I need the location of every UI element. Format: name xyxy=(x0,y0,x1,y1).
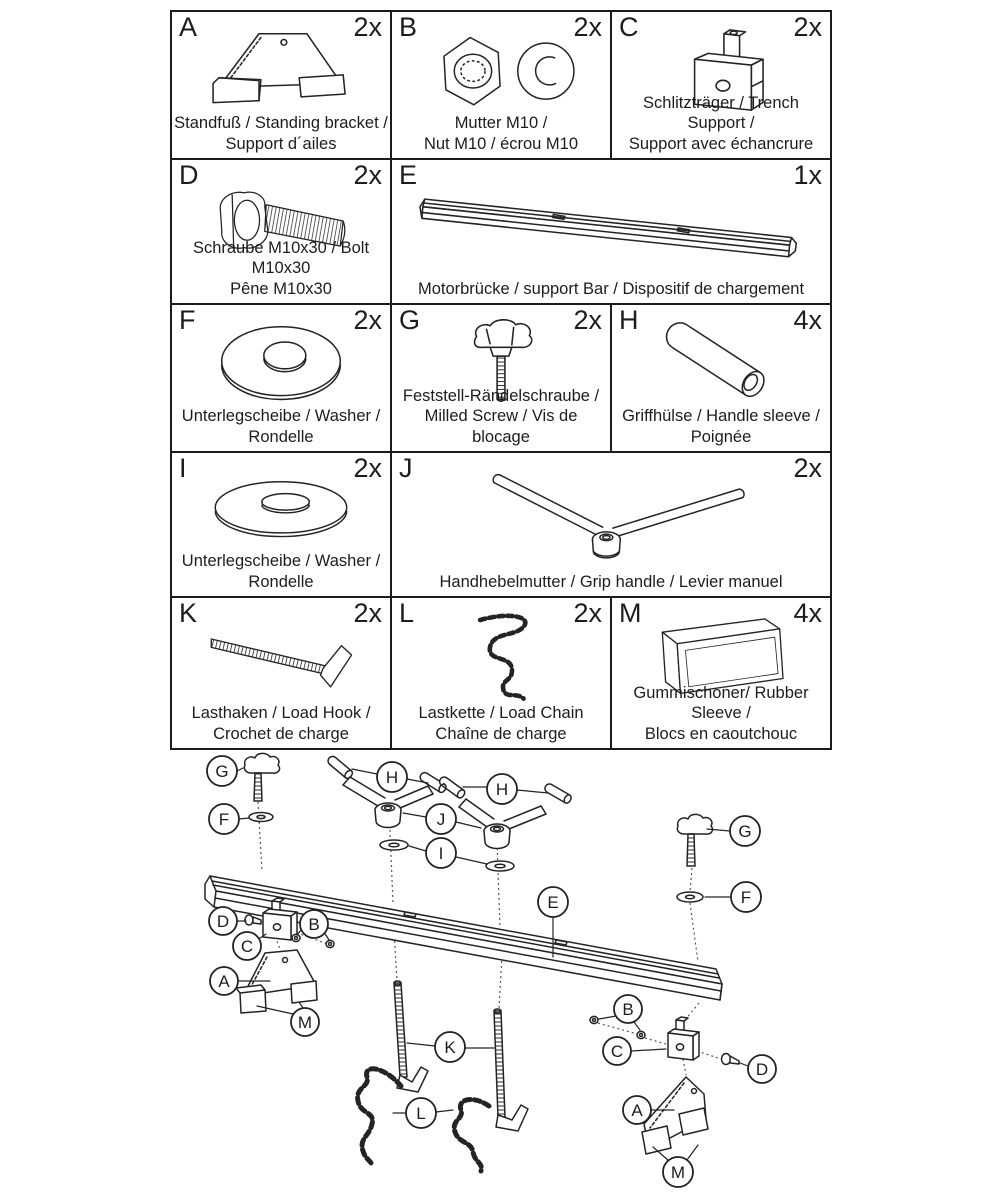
part-cell-j xyxy=(390,451,832,598)
part-letter: I xyxy=(179,453,187,483)
svg-text:G: G xyxy=(738,822,752,841)
part-quantity: 4x xyxy=(793,598,822,628)
bolt-right xyxy=(722,1054,740,1065)
part-caption: Handhebelmutter / Grip handle / Levier manuel xyxy=(439,572,783,591)
part-letter: E xyxy=(399,160,418,190)
part-quantity: 2x xyxy=(793,453,822,483)
part-caption: Unterlegscheibe / Washer / Rondelle xyxy=(181,407,381,446)
svg-text:F: F xyxy=(740,888,752,907)
load-hook-1 xyxy=(394,981,428,1092)
nut-right-1 xyxy=(590,1016,598,1023)
callout-g-right xyxy=(730,816,760,846)
part-caption: Unterlegscheibe / Washer / Rondelle xyxy=(181,552,381,591)
part-letter: A xyxy=(179,12,198,42)
part-caption: Feststell-Rändelschraube / Milled Screw / Vis de blocage xyxy=(402,386,600,446)
flat-washer-1 xyxy=(380,840,408,850)
assembly-diagram xyxy=(0,745,1000,1200)
svg-text:D: D xyxy=(216,912,230,931)
part-quantity: 4x xyxy=(793,305,822,335)
bolt-left xyxy=(245,915,261,925)
svg-text:E: E xyxy=(547,893,559,912)
part-caption: Mutter M10 / Nut M10 / écrou M10 xyxy=(423,114,579,153)
callout-f-left xyxy=(209,804,239,834)
svg-text:H: H xyxy=(495,780,509,799)
part-quantity: 2x xyxy=(353,160,382,190)
support-bar-drawing xyxy=(401,178,821,274)
flat-washer-drawing xyxy=(196,469,366,553)
callout-m-left xyxy=(291,1008,319,1036)
load-hook-drawing xyxy=(191,618,371,702)
svg-text:B: B xyxy=(308,915,320,934)
trench-support-right xyxy=(668,1017,699,1060)
callout-c-left xyxy=(233,932,261,960)
callout-h-2 xyxy=(487,774,517,804)
part-cell-i xyxy=(170,451,392,598)
part-quantity: 2x xyxy=(573,12,602,42)
callout-j xyxy=(426,804,456,834)
part-quantity: 1x xyxy=(793,160,822,190)
load-chain-1 xyxy=(358,1069,401,1166)
nut-left-1 xyxy=(292,934,300,941)
part-letter: J xyxy=(399,453,413,483)
part-cell-f xyxy=(170,303,392,453)
callout-d-right xyxy=(748,1055,776,1083)
part-quantity: 2x xyxy=(353,12,382,42)
callout-d-left xyxy=(209,907,237,935)
washer-left xyxy=(249,813,273,822)
callout-c-right xyxy=(603,1037,631,1065)
svg-text:C: C xyxy=(610,1042,624,1061)
part-caption: Motorbrücke / support Bar / Dispositif de chargement xyxy=(417,279,805,298)
grip-handle-2 xyxy=(459,799,546,849)
part-letter: C xyxy=(619,12,639,42)
part-caption: Schlitzträger / Trench Support / Support avec échancrure xyxy=(628,93,814,153)
nut-left-2 xyxy=(326,940,334,947)
part-caption: Gummischoner/ Rubber Sleeve / Blocs en caoutchouc xyxy=(633,683,809,743)
part-quantity: 2x xyxy=(573,305,602,335)
part-quantity: 2x xyxy=(353,305,382,335)
part-cell-b xyxy=(390,10,612,160)
part-caption: Griffhülse / Handle sleeve / Poignée xyxy=(622,407,820,446)
part-letter: K xyxy=(179,598,198,628)
part-quantity: 2x xyxy=(353,453,382,483)
svg-text:L: L xyxy=(416,1104,426,1123)
callout-a-left xyxy=(210,967,238,995)
svg-text:M: M xyxy=(297,1013,313,1032)
flat-washer-2 xyxy=(486,861,514,871)
part-caption: Lastkette / Load Chain Chaîne de charge xyxy=(418,704,584,743)
svg-text:B: B xyxy=(622,1000,634,1019)
part-caption: Standfuß / Standing bracket / Support d´ailes xyxy=(174,114,388,153)
callout-g-left xyxy=(207,756,237,786)
part-cell-d xyxy=(170,158,392,305)
callout-b-left xyxy=(300,910,328,938)
part-letter: G xyxy=(399,305,421,335)
callout-e xyxy=(538,887,568,917)
part-letter: H xyxy=(619,305,639,335)
callout-b-right xyxy=(614,995,642,1023)
milled-screw-right xyxy=(677,814,712,866)
svg-text:K: K xyxy=(444,1038,456,1057)
part-quantity: 2x xyxy=(353,598,382,628)
callout-a-right xyxy=(623,1096,651,1124)
part-quantity: 2x xyxy=(573,598,602,628)
svg-text:G: G xyxy=(215,762,229,781)
part-caption: Schraube M10x30 / Bolt M10x30 Pêne M10x30 xyxy=(192,238,370,298)
load-chain-drawing xyxy=(426,610,576,702)
milled-screw-left xyxy=(244,753,279,801)
standing-bracket-drawing xyxy=(196,28,366,116)
part-letter: D xyxy=(179,160,199,190)
callout-m-right xyxy=(663,1157,693,1187)
svg-text:F: F xyxy=(218,810,230,829)
load-chain-2 xyxy=(454,1099,489,1171)
callout-l xyxy=(406,1098,436,1128)
part-caption: Lasthaken / Load Hook / Crochet de charge xyxy=(191,704,371,743)
svg-text:M: M xyxy=(670,1163,686,1182)
svg-text:A: A xyxy=(218,972,230,991)
part-cell-a xyxy=(170,10,392,160)
handle-sleeve-drawing xyxy=(636,321,806,409)
washer-drawing xyxy=(196,321,366,409)
handle-sleeve-1 xyxy=(326,755,354,780)
svg-text:J: J xyxy=(436,810,446,829)
nut-right-2 xyxy=(637,1031,645,1038)
callout-k xyxy=(435,1032,465,1062)
part-cell-k xyxy=(170,596,392,750)
part-cell-l xyxy=(390,596,612,750)
part-letter: L xyxy=(399,598,415,628)
callout-f-right xyxy=(731,882,761,912)
load-hook-2 xyxy=(494,1009,528,1131)
part-cell-h xyxy=(610,303,832,453)
part-letter: B xyxy=(399,12,418,42)
svg-text:A: A xyxy=(631,1101,643,1120)
parts-table xyxy=(170,10,832,750)
part-quantity: 2x xyxy=(793,12,822,42)
callout-h-1 xyxy=(377,762,407,792)
part-cell-m xyxy=(610,596,832,750)
part-letter: M xyxy=(619,598,642,628)
part-letter: F xyxy=(179,305,196,335)
callout-i xyxy=(426,838,456,868)
part-cell-c xyxy=(610,10,832,160)
svg-text:C: C xyxy=(240,937,254,956)
part-cell-g xyxy=(390,303,612,453)
washer-right xyxy=(677,892,703,902)
svg-text:D: D xyxy=(755,1060,769,1079)
standing-bracket-right xyxy=(642,1077,708,1154)
part-cell-e xyxy=(390,158,832,305)
svg-text:I: I xyxy=(438,844,444,863)
svg-text:H: H xyxy=(385,768,399,787)
grip-handle-drawing xyxy=(401,465,821,569)
nut-m10-drawing xyxy=(416,30,586,116)
